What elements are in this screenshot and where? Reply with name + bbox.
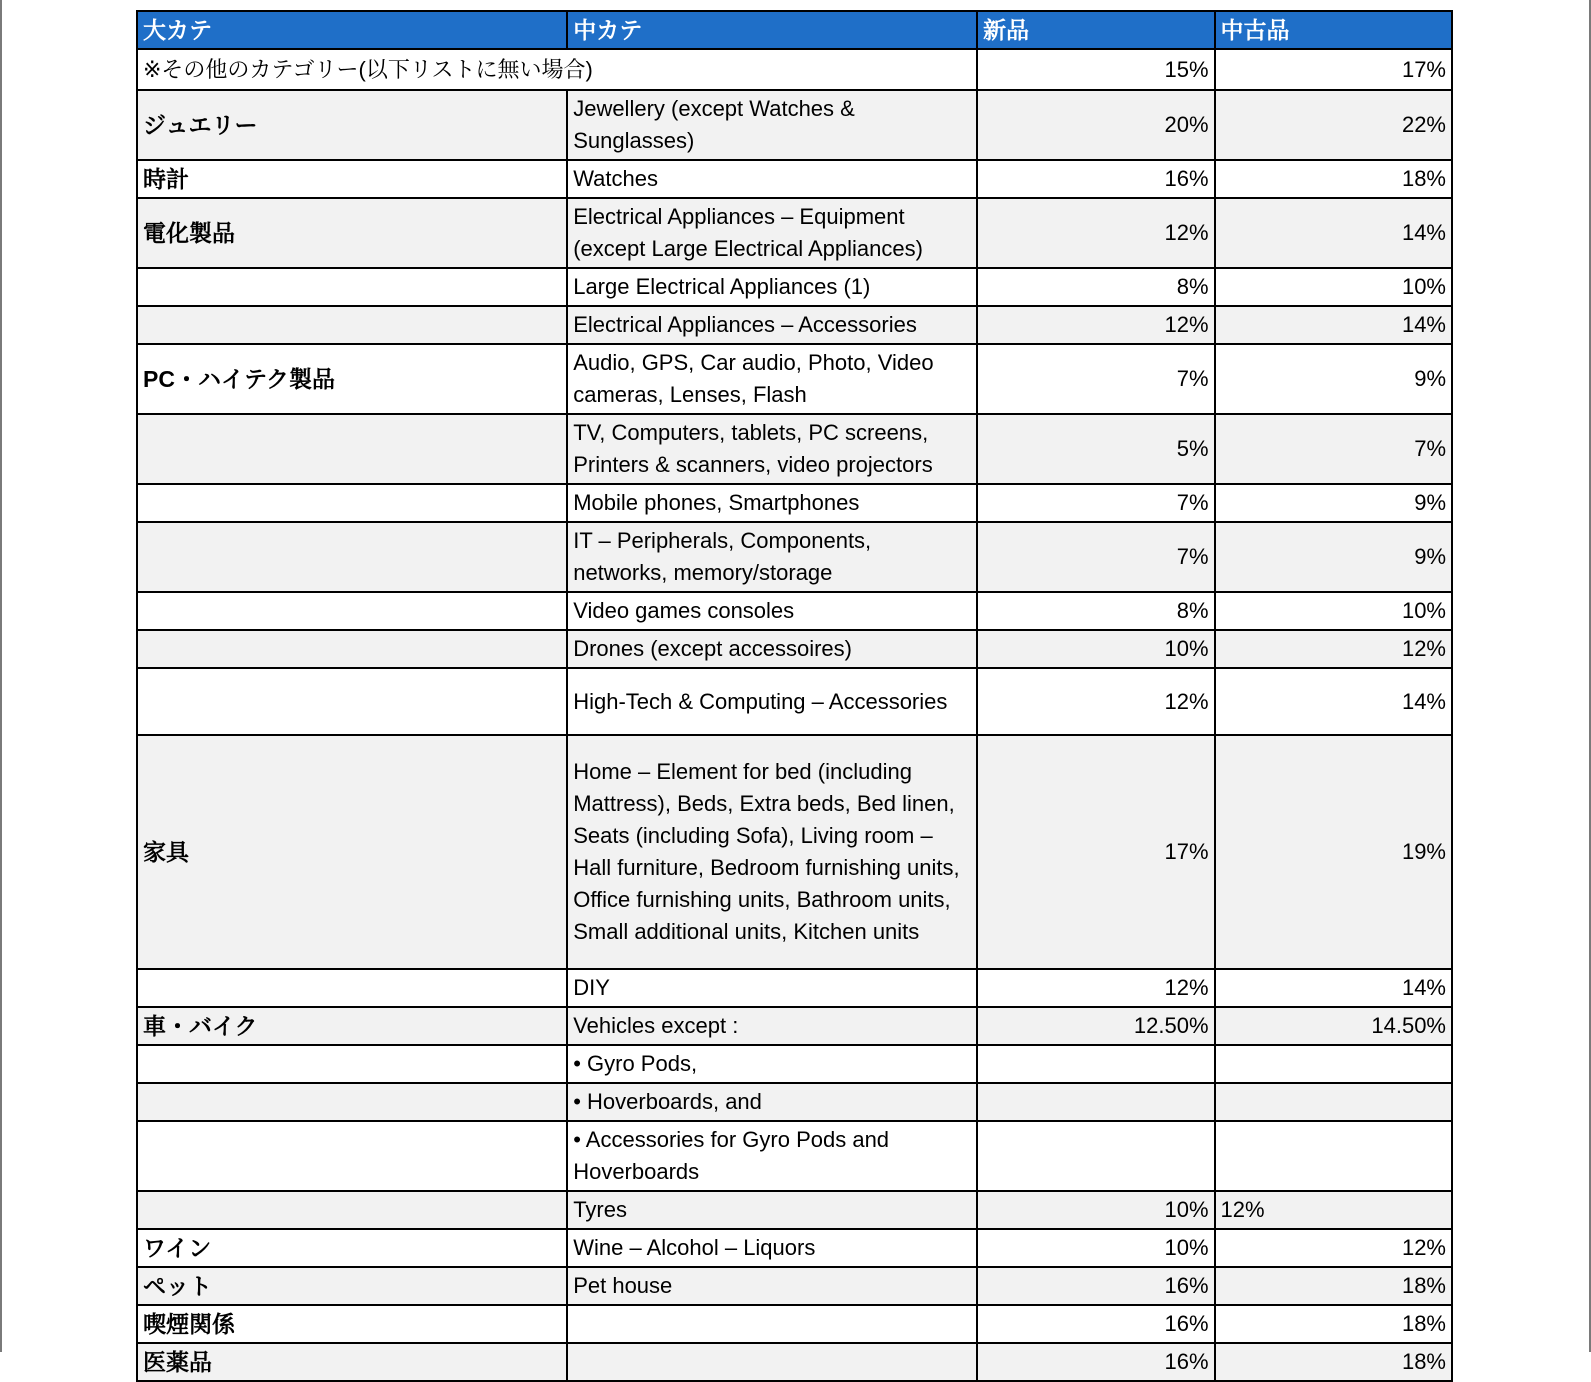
cell-mid-category: Audio, GPS, Car audio, Photo, Video cameras, Lenses, Flash xyxy=(567,344,977,414)
cell-new-rate: 17% xyxy=(977,735,1214,969)
cell-large-category xyxy=(137,414,567,484)
cell-used-rate: 18% xyxy=(1215,1305,1452,1343)
cell-large-category: ワイン xyxy=(137,1229,567,1267)
cell-large-category xyxy=(137,484,567,522)
cell-large-category: PC・ハイテク製品 xyxy=(137,344,567,414)
table-row xyxy=(137,1267,1452,1305)
cell-large-category xyxy=(137,306,567,344)
table-row xyxy=(137,1083,1452,1121)
table-row xyxy=(137,592,1452,630)
cell-mid-category xyxy=(567,1305,977,1343)
cell-used-rate: 9% xyxy=(1215,522,1452,592)
cell-mid-category: Vehicles except : xyxy=(567,1007,977,1045)
cell-large-category: ※その他のカテゴリー(以下リストに無い場合) xyxy=(137,49,977,90)
cell-mid-category: Watches xyxy=(567,160,977,198)
cell-used-rate: 10% xyxy=(1215,268,1452,306)
cell-large-category: 車・バイク xyxy=(137,1007,567,1045)
cell-new-rate: 7% xyxy=(977,484,1214,522)
cell-new-rate: 5% xyxy=(977,414,1214,484)
cell-new-rate: 12% xyxy=(977,306,1214,344)
cell-used-rate: 14% xyxy=(1215,306,1452,344)
table-row xyxy=(137,90,1452,160)
cell-new-rate: 16% xyxy=(977,1267,1214,1305)
cell-mid-category: DIY xyxy=(567,969,977,1007)
table-row xyxy=(137,484,1452,522)
cell-new-rate: 10% xyxy=(977,630,1214,668)
table-row xyxy=(137,630,1452,668)
cell-mid-category: Video games consoles xyxy=(567,592,977,630)
table-row xyxy=(137,268,1452,306)
table-row xyxy=(137,668,1452,735)
cell-used-rate xyxy=(1215,1121,1452,1191)
header-used: 中古品 xyxy=(1215,11,1452,49)
table-row xyxy=(137,1305,1452,1343)
table-row xyxy=(137,414,1452,484)
cell-used-rate: 12% xyxy=(1215,1191,1452,1229)
cell-mid-category: • Gyro Pods, xyxy=(567,1045,977,1083)
cell-mid-category: • Hoverboards, and xyxy=(567,1083,977,1121)
cell-used-rate: 12% xyxy=(1215,630,1452,668)
cell-used-rate: 14% xyxy=(1215,198,1452,268)
table-row xyxy=(137,1229,1452,1267)
cell-large-category xyxy=(137,268,567,306)
header-large-category: 大カテ xyxy=(137,11,567,49)
cell-used-rate: 9% xyxy=(1215,344,1452,414)
cell-new-rate: 16% xyxy=(977,1343,1214,1381)
page-edge-left xyxy=(0,0,2,1352)
cell-used-rate: 14% xyxy=(1215,969,1452,1007)
table-row xyxy=(137,1007,1452,1045)
table-row xyxy=(137,49,1452,90)
cell-mid-category: Mobile phones, Smartphones xyxy=(567,484,977,522)
cell-used-rate: 14.50% xyxy=(1215,1007,1452,1045)
table-row xyxy=(137,522,1452,592)
cell-large-category: ペット xyxy=(137,1267,567,1305)
cell-used-rate: 18% xyxy=(1215,160,1452,198)
table-row xyxy=(137,306,1452,344)
cell-mid-category: Drones (except accessoires) xyxy=(567,630,977,668)
cell-new-rate: 12.50% xyxy=(977,1007,1214,1045)
cell-large-category xyxy=(137,668,567,735)
cell-mid-category: TV, Computers, tablets, PC screens, Printers & scanners, video projectors xyxy=(567,414,977,484)
cell-new-rate: 20% xyxy=(977,90,1214,160)
cell-used-rate: 10% xyxy=(1215,592,1452,630)
cell-mid-category: Electrical Appliances – Accessories xyxy=(567,306,977,344)
cell-mid-category xyxy=(567,1343,977,1381)
table-row xyxy=(137,1191,1452,1229)
header-new: 新品 xyxy=(977,11,1214,49)
table-row xyxy=(137,160,1452,198)
cell-large-category xyxy=(137,630,567,668)
cell-large-category: ジュエリー xyxy=(137,90,567,160)
cell-large-category: 電化製品 xyxy=(137,198,567,268)
header-mid-category: 中カテ xyxy=(567,11,977,49)
cell-used-rate: 18% xyxy=(1215,1267,1452,1305)
cell-used-rate: 19% xyxy=(1215,735,1452,969)
cell-new-rate: 7% xyxy=(977,522,1214,592)
cell-new-rate: 12% xyxy=(977,969,1214,1007)
cell-mid-category: Pet house xyxy=(567,1267,977,1305)
cell-mid-category: Wine – Alcohol – Liquors xyxy=(567,1229,977,1267)
table-row xyxy=(137,198,1452,268)
cell-used-rate: 18% xyxy=(1215,1343,1452,1381)
cell-large-category xyxy=(137,1083,567,1121)
cell-used-rate: 14% xyxy=(1215,668,1452,735)
cell-new-rate: 16% xyxy=(977,1305,1214,1343)
cell-mid-category: • Accessories for Gyro Pods and Hoverboards xyxy=(567,1121,977,1191)
cell-large-category: 医薬品 xyxy=(137,1343,567,1381)
cell-large-category: 時計 xyxy=(137,160,567,198)
table-row xyxy=(137,735,1452,969)
cell-new-rate xyxy=(977,1083,1214,1121)
cell-mid-category: Home – Element for bed (including Mattress), Beds, Extra beds, Bed linen, Seats (including Sofa), Living room – Hall furniture, Bedroom furnishing units, Office furnishing units, Bathroom units, Small additional units, Kitchen units xyxy=(567,735,977,969)
fee-table xyxy=(136,10,1453,1382)
cell-used-rate: 9% xyxy=(1215,484,1452,522)
cell-large-category xyxy=(137,1191,567,1229)
cell-mid-category: Large Electrical Appliances (1) xyxy=(567,268,977,306)
table-row xyxy=(137,1121,1452,1191)
cell-large-category: 家具 xyxy=(137,735,567,969)
cell-used-rate xyxy=(1215,1083,1452,1121)
cell-used-rate: 22% xyxy=(1215,90,1452,160)
cell-new-rate: 12% xyxy=(977,668,1214,735)
cell-large-category xyxy=(137,592,567,630)
cell-used-rate xyxy=(1215,1045,1452,1083)
cell-mid-category: Electrical Appliances – Equipment (except Large Electrical Appliances) xyxy=(567,198,977,268)
header-row xyxy=(137,11,1452,49)
cell-new-rate: 15% xyxy=(977,49,1214,90)
cell-new-rate: 16% xyxy=(977,160,1214,198)
cell-new-rate: 12% xyxy=(977,198,1214,268)
cell-large-category xyxy=(137,1121,567,1191)
cell-new-rate: 7% xyxy=(977,344,1214,414)
cell-mid-category: Jewellery (except Watches & Sunglasses) xyxy=(567,90,977,160)
cell-mid-category: Tyres xyxy=(567,1191,977,1229)
cell-new-rate: 8% xyxy=(977,592,1214,630)
cell-large-category xyxy=(137,1045,567,1083)
cell-new-rate: 8% xyxy=(977,268,1214,306)
table-row xyxy=(137,1045,1452,1083)
cell-new-rate xyxy=(977,1045,1214,1083)
cell-used-rate: 12% xyxy=(1215,1229,1452,1267)
cell-large-category xyxy=(137,969,567,1007)
cell-used-rate: 7% xyxy=(1215,414,1452,484)
cell-large-category: 喫煙関係 xyxy=(137,1305,567,1343)
cell-mid-category: High-Tech & Computing – Accessories xyxy=(567,668,977,735)
cell-used-rate: 17% xyxy=(1215,49,1452,90)
table-body xyxy=(137,49,1452,1381)
table-row xyxy=(137,344,1452,414)
table-row xyxy=(137,1343,1452,1381)
cell-new-rate: 10% xyxy=(977,1229,1214,1267)
table-row xyxy=(137,969,1452,1007)
cell-large-category xyxy=(137,522,567,592)
cell-new-rate xyxy=(977,1121,1214,1191)
cell-mid-category: IT – Peripherals, Components, networks, memory/storage xyxy=(567,522,977,592)
cell-new-rate: 10% xyxy=(977,1191,1214,1229)
